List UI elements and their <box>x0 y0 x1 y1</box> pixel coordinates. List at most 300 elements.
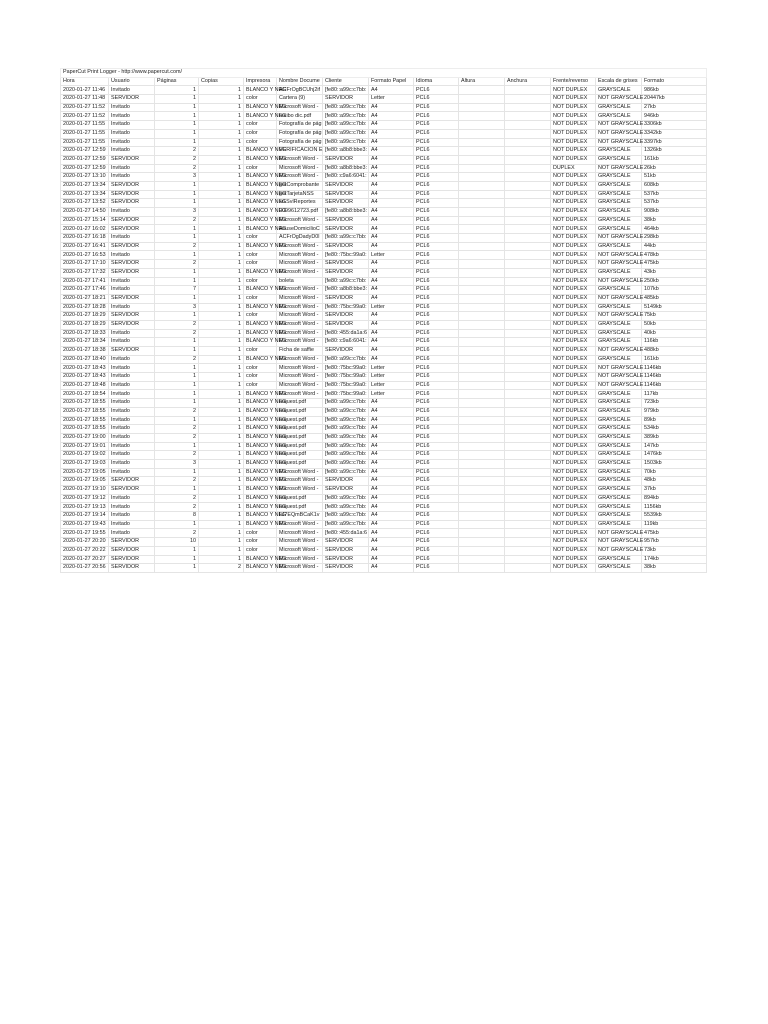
cell-copias: 1 <box>199 512 244 521</box>
table-row <box>61 121 707 130</box>
cell-escala-de-grises: NOT GRAYSCALE <box>596 364 642 373</box>
cell-altura <box>459 459 505 468</box>
table-row <box>61 181 707 190</box>
cell-impresora: BLANCO Y NEG <box>244 399 277 408</box>
cell-frente-reverso: NOT DUPLEX <box>551 503 596 512</box>
cell-idioma: PCL6 <box>414 425 459 434</box>
cell-idioma: PCL6 <box>414 451 459 460</box>
cell-paginas: 1 <box>155 225 199 234</box>
table-row <box>61 564 707 573</box>
cell-frente-reverso: NOT DUPLEX <box>551 442 596 451</box>
cell-usuario: Invitado <box>109 433 155 442</box>
cell-escala-de-grises: NOT GRAYSCALE <box>596 546 642 555</box>
cell-formato-papel: A4 <box>369 216 414 225</box>
cell-frente-reverso: NOT DUPLEX <box>551 173 596 182</box>
cell-formato-papel: A4 <box>369 425 414 434</box>
cell-usuario: SERVIDOR <box>109 199 155 208</box>
cell-altura <box>459 286 505 295</box>
cell-formato-papel: A4 <box>369 112 414 121</box>
cell-hora: 2020-01-27 11:55 <box>61 129 109 138</box>
table-row <box>61 477 707 486</box>
cell-paginas: 1 <box>155 251 199 260</box>
cell-idioma: PCL6 <box>414 538 459 547</box>
cell-escala-de-grises: GRAYSCALE <box>596 208 642 217</box>
cell-nombre-documento: Microsoft Word - <box>277 355 323 364</box>
cell-frente-reverso: NOT DUPLEX <box>551 381 596 390</box>
cell-idioma: PCL6 <box>414 242 459 251</box>
cell-copias: 1 <box>199 121 244 130</box>
cell-formato: 40kb <box>642 329 707 338</box>
cell-cliente: [fe80::a99c:c7bb: <box>323 277 369 286</box>
cell-hora: 2020-01-27 11:46 <box>61 86 109 95</box>
cell-cliente: SERVIDOR <box>323 181 369 190</box>
cell-impresora: color <box>244 138 277 147</box>
cell-nombre-documento: Microsoft Word - <box>277 468 323 477</box>
cell-escala-de-grises: GRAYSCALE <box>596 181 642 190</box>
cell-formato: 1326kb <box>642 147 707 156</box>
cell-frente-reverso: NOT DUPLEX <box>551 251 596 260</box>
cell-cliente: SERVIDOR <box>323 555 369 564</box>
cell-nombre-documento: IiJ7EQmBCaK1v <box>277 512 323 521</box>
cell-nombre-documento: request.pdf <box>277 433 323 442</box>
cell-usuario: Invitado <box>109 407 155 416</box>
cell-formato: 5539kb <box>642 512 707 521</box>
cell-escala-de-grises: NOT GRAYSCALE <box>596 121 642 130</box>
cell-frente-reverso: NOT DUPLEX <box>551 320 596 329</box>
cell-impresora: color <box>244 347 277 356</box>
cell-hora: 2020-01-27 18:43 <box>61 364 109 373</box>
cell-formato-papel: A4 <box>369 355 414 364</box>
cell-copias: 1 <box>199 416 244 425</box>
cell-escala-de-grises: NOT GRAYSCALE <box>596 294 642 303</box>
cell-copias: 1 <box>199 503 244 512</box>
cell-cliente: [fe80::c9a6:6041: <box>323 338 369 347</box>
cell-frente-reverso: NOT DUPLEX <box>551 225 596 234</box>
cell-usuario: SERVIDOR <box>109 546 155 555</box>
cell-usuario: SERVIDOR <box>109 486 155 495</box>
cell-anchura <box>505 95 551 104</box>
cell-frente-reverso: NOT DUPLEX <box>551 425 596 434</box>
cell-idioma: PCL6 <box>414 95 459 104</box>
cell-formato: 894kb <box>642 494 707 503</box>
cell-impresora: BLANCO Y NEG <box>244 451 277 460</box>
cell-idioma: PCL6 <box>414 103 459 112</box>
header-nombre-documento: Nombre Docume <box>277 77 323 86</box>
table-row <box>61 546 707 555</box>
cell-frente-reverso: NOT DUPLEX <box>551 494 596 503</box>
cell-paginas: 1 <box>155 138 199 147</box>
cell-altura <box>459 129 505 138</box>
cell-copias: 1 <box>199 164 244 173</box>
cell-copias: 1 <box>199 555 244 564</box>
cell-anchura <box>505 399 551 408</box>
cell-escala-de-grises: GRAYSCALE <box>596 216 642 225</box>
cell-usuario: Invitado <box>109 512 155 521</box>
cell-hora: 2020-01-27 18:21 <box>61 294 109 303</box>
cell-formato: 51kb <box>642 173 707 182</box>
cell-impresora: color <box>244 364 277 373</box>
cell-usuario: Invitado <box>109 138 155 147</box>
cell-paginas: 1 <box>155 390 199 399</box>
cell-escala-de-grises: GRAYSCALE <box>596 407 642 416</box>
cell-paginas: 1 <box>155 486 199 495</box>
cell-escala-de-grises: NOT GRAYSCALE <box>596 373 642 382</box>
cell-copias: 1 <box>199 208 244 217</box>
cell-altura <box>459 225 505 234</box>
cell-usuario: SERVIDOR <box>109 216 155 225</box>
cell-usuario: SERVIDOR <box>109 181 155 190</box>
cell-nombre-documento: Microsoft Word - <box>277 286 323 295</box>
table-row <box>61 329 707 338</box>
cell-copias: 1 <box>199 216 244 225</box>
table-row <box>61 468 707 477</box>
cell-usuario: Invitado <box>109 364 155 373</box>
cell-idioma: PCL6 <box>414 503 459 512</box>
cell-copias: 1 <box>199 129 244 138</box>
cell-hora: 2020-01-27 19:10 <box>61 486 109 495</box>
cell-altura <box>459 338 505 347</box>
cell-formato: 464kb <box>642 225 707 234</box>
cell-usuario: SERVIDOR <box>109 320 155 329</box>
cell-hora: 2020-01-27 16:53 <box>61 251 109 260</box>
cell-frente-reverso: NOT DUPLEX <box>551 268 596 277</box>
cell-idioma: PCL6 <box>414 138 459 147</box>
cell-nombre-documento: Ficha de saffie <box>277 347 323 356</box>
cell-frente-reverso: NOT DUPLEX <box>551 477 596 486</box>
cell-paginas: 1 <box>155 555 199 564</box>
cell-frente-reverso: NOT DUPLEX <box>551 355 596 364</box>
cell-formato-papel: Letter <box>369 390 414 399</box>
cell-cliente: [fe80::a99c:c7bb: <box>323 86 369 95</box>
cell-usuario: Invitado <box>109 277 155 286</box>
cell-formato-papel: A4 <box>369 486 414 495</box>
cell-paginas: 1 <box>155 347 199 356</box>
cell-formato-papel: A4 <box>369 546 414 555</box>
cell-usuario: Invitado <box>109 503 155 512</box>
cell-copias: 1 <box>199 347 244 356</box>
cell-formato-papel: A4 <box>369 442 414 451</box>
cell-formato: 957kb <box>642 538 707 547</box>
cell-formato-papel: A4 <box>369 555 414 564</box>
cell-hora: 2020-01-27 19:05 <box>61 477 109 486</box>
cell-copias: 1 <box>199 225 244 234</box>
cell-hora: 2020-01-27 19:12 <box>61 494 109 503</box>
cell-cliente: [fe80::a99c:c7bb: <box>323 451 369 460</box>
cell-altura <box>459 164 505 173</box>
cell-formato-papel: A4 <box>369 538 414 547</box>
cell-nombre-documento: Microsoft Word - <box>277 216 323 225</box>
cell-formato: 5149kb <box>642 303 707 312</box>
cell-altura <box>459 468 505 477</box>
cell-cliente: SERVIDOR <box>323 564 369 573</box>
cell-escala-de-grises: GRAYSCALE <box>596 103 642 112</box>
cell-formato: 73kb <box>642 546 707 555</box>
title-row <box>61 69 707 78</box>
cell-paginas: 3 <box>155 303 199 312</box>
cell-nombre-documento: Fotografía de pág <box>277 121 323 130</box>
print-log-sheet <box>60 68 706 573</box>
cell-hora: 2020-01-27 18:55 <box>61 416 109 425</box>
cell-escala-de-grises: GRAYSCALE <box>596 442 642 451</box>
cell-nombre-documento: Microsoft Word - <box>277 555 323 564</box>
cell-nombre-documento: Microsoft Word - <box>277 268 323 277</box>
cell-paginas: 2 <box>155 242 199 251</box>
cell-nombre-documento: request.pdf <box>277 494 323 503</box>
cell-cliente: SERVIDOR <box>323 486 369 495</box>
cell-formato: 1503kb <box>642 459 707 468</box>
cell-nombre-documento: Microsoft Word - <box>277 294 323 303</box>
cell-impresora: BLANCO Y NEG <box>244 181 277 190</box>
cell-escala-de-grises: GRAYSCALE <box>596 242 642 251</box>
cell-paginas: 2 <box>155 155 199 164</box>
cell-paginas: 2 <box>155 260 199 269</box>
cell-formato-papel: A4 <box>369 564 414 573</box>
cell-copias: 1 <box>199 303 244 312</box>
cell-escala-de-grises: GRAYSCALE <box>596 268 642 277</box>
cell-usuario: SERVIDOR <box>109 347 155 356</box>
cell-paginas: 1 <box>155 546 199 555</box>
cell-formato: 20447kb <box>642 95 707 104</box>
cell-altura <box>459 277 505 286</box>
cell-formato: 107kb <box>642 286 707 295</box>
cell-nombre-documento: Microsoft Word - <box>277 520 323 529</box>
cell-hora: 2020-01-27 19:43 <box>61 520 109 529</box>
cell-copias: 1 <box>199 173 244 182</box>
cell-escala-de-grises: GRAYSCALE <box>596 555 642 564</box>
table-row <box>61 129 707 138</box>
cell-paginas: 1 <box>155 190 199 199</box>
cell-impresora: color <box>244 538 277 547</box>
cell-formato: 488kb <box>642 347 707 356</box>
cell-copias: 1 <box>199 477 244 486</box>
cell-usuario: SERVIDOR <box>109 225 155 234</box>
cell-paginas: 2 <box>155 433 199 442</box>
cell-paginas: 1 <box>155 86 199 95</box>
cell-escala-de-grises: GRAYSCALE <box>596 451 642 460</box>
cell-nombre-documento: Microsoft Word - <box>277 173 323 182</box>
cell-hora: 2020-01-27 13:34 <box>61 181 109 190</box>
header-impresora: Impresora <box>244 77 277 86</box>
cell-copias: 1 <box>199 181 244 190</box>
cell-frente-reverso: NOT DUPLEX <box>551 433 596 442</box>
cell-formato: 723kb <box>642 399 707 408</box>
cell-frente-reverso: NOT DUPLEX <box>551 103 596 112</box>
cell-usuario: Invitado <box>109 112 155 121</box>
cell-escala-de-grises: GRAYSCALE <box>596 468 642 477</box>
cell-formato: 70kb <box>642 468 707 477</box>
cell-formato: 26kb <box>642 164 707 173</box>
cell-frente-reverso: NOT DUPLEX <box>551 390 596 399</box>
cell-usuario: Invitado <box>109 451 155 460</box>
cell-usuario: Invitado <box>109 86 155 95</box>
cell-formato-papel: A4 <box>369 347 414 356</box>
cell-usuario: Invitado <box>109 390 155 399</box>
cell-formato: 608kb <box>642 181 707 190</box>
cell-nombre-documento: Microsoft Word - <box>277 242 323 251</box>
cell-impresora: BLANCO Y NEG <box>244 86 277 95</box>
cell-cliente: [fe80::c9a6:6041: <box>323 173 369 182</box>
table-row <box>61 425 707 434</box>
cell-altura <box>459 347 505 356</box>
cell-nombre-documento: request.pdf <box>277 503 323 512</box>
cell-hora: 2020-01-27 20:56 <box>61 564 109 573</box>
cell-cliente: [fe80::75bc:99a0: <box>323 390 369 399</box>
cell-idioma: PCL6 <box>414 512 459 521</box>
cell-paginas: 7 <box>155 286 199 295</box>
cell-paginas: 1 <box>155 373 199 382</box>
header-copias: Copias <box>199 77 244 86</box>
cell-formato-papel: A4 <box>369 320 414 329</box>
cell-escala-de-grises: GRAYSCALE <box>596 199 642 208</box>
cell-paginas: 2 <box>155 329 199 338</box>
cell-nombre-documento: request.pdf <box>277 407 323 416</box>
cell-altura <box>459 208 505 217</box>
cell-cliente: SERVIDOR <box>323 216 369 225</box>
cell-formato-papel: A4 <box>369 190 414 199</box>
cell-nombre-documento: request.pdf <box>277 399 323 408</box>
cell-impresora: color <box>244 294 277 303</box>
cell-impresora: BLANCO Y NEG <box>244 242 277 251</box>
table-row <box>61 242 707 251</box>
cell-impresora: BLANCO Y NEG <box>244 208 277 217</box>
table-row <box>61 338 707 347</box>
cell-escala-de-grises: GRAYSCALE <box>596 390 642 399</box>
cell-nombre-documento: Microsoft Word - <box>277 538 323 547</box>
cell-formato: 537kb <box>642 190 707 199</box>
cell-paginas: 1 <box>155 468 199 477</box>
cell-copias: 1 <box>199 338 244 347</box>
cell-copias: 1 <box>199 190 244 199</box>
cell-paginas: 3 <box>155 459 199 468</box>
cell-altura <box>459 121 505 130</box>
cell-cliente: [fe80::75bc:99a0: <box>323 303 369 312</box>
header-formato: Formato <box>642 77 707 86</box>
cell-nombre-documento: ACFrOgDadyD0l <box>277 234 323 243</box>
cell-usuario: SERVIDOR <box>109 260 155 269</box>
cell-cliente: SERVIDOR <box>323 312 369 321</box>
cell-copias: 1 <box>199 329 244 338</box>
cell-altura <box>459 294 505 303</box>
cell-usuario: SERVIDOR <box>109 312 155 321</box>
cell-idioma: PCL6 <box>414 347 459 356</box>
cell-frente-reverso: NOT DUPLEX <box>551 416 596 425</box>
cell-usuario: Invitado <box>109 208 155 217</box>
cell-impresora: BLANCO Y NEG <box>244 468 277 477</box>
cell-idioma: PCL6 <box>414 442 459 451</box>
cell-copias: 1 <box>199 294 244 303</box>
cell-cliente: [fe80::a99c:c7bb: <box>323 425 369 434</box>
cell-anchura <box>505 338 551 347</box>
cell-idioma: PCL6 <box>414 555 459 564</box>
cell-impresora: BLANCO Y NEG <box>244 503 277 512</box>
cell-idioma: PCL6 <box>414 416 459 425</box>
cell-altura <box>459 355 505 364</box>
table-row <box>61 355 707 364</box>
cell-copias: 1 <box>199 468 244 477</box>
cell-frente-reverso: NOT DUPLEX <box>551 121 596 130</box>
cell-impresora: BLANCO Y NEG <box>244 390 277 399</box>
cell-idioma: PCL6 <box>414 355 459 364</box>
table-row <box>61 190 707 199</box>
cell-hora: 2020-01-27 17:46 <box>61 286 109 295</box>
cell-hora: 2020-01-27 13:34 <box>61 190 109 199</box>
cell-nombre-documento: request.pdf <box>277 425 323 434</box>
cell-copias: 1 <box>199 538 244 547</box>
cell-altura <box>459 503 505 512</box>
cell-anchura <box>505 268 551 277</box>
table-row <box>61 538 707 547</box>
cell-hora: 2020-01-27 12:59 <box>61 155 109 164</box>
cell-idioma: PCL6 <box>414 459 459 468</box>
cell-escala-de-grises: GRAYSCALE <box>596 512 642 521</box>
cell-escala-de-grises: NOT GRAYSCALE <box>596 95 642 104</box>
cell-paginas: 2 <box>155 355 199 364</box>
cell-copias: 1 <box>199 529 244 538</box>
cell-hora: 2020-01-27 18:43 <box>61 373 109 382</box>
cell-anchura <box>505 555 551 564</box>
cell-paginas: 2 <box>155 147 199 156</box>
cell-escala-de-grises: GRAYSCALE <box>596 416 642 425</box>
cell-altura <box>459 199 505 208</box>
cell-formato-papel: A4 <box>369 459 414 468</box>
cell-usuario: Invitado <box>109 442 155 451</box>
cell-paginas: 2 <box>155 320 199 329</box>
cell-idioma: PCL6 <box>414 155 459 164</box>
table-row <box>61 147 707 156</box>
cell-usuario: Invitado <box>109 468 155 477</box>
cell-formato-papel: A4 <box>369 138 414 147</box>
table-row <box>61 373 707 382</box>
cell-anchura <box>505 251 551 260</box>
cell-escala-de-grises: GRAYSCALE <box>596 112 642 121</box>
cell-formato-papel: A4 <box>369 399 414 408</box>
cell-formato: 475kb <box>642 529 707 538</box>
cell-anchura <box>505 546 551 555</box>
cell-formato-papel: A4 <box>369 225 414 234</box>
cell-altura <box>459 451 505 460</box>
cell-frente-reverso: NOT DUPLEX <box>551 546 596 555</box>
cell-hora: 2020-01-27 19:14 <box>61 512 109 521</box>
cell-anchura <box>505 129 551 138</box>
table-row <box>61 138 707 147</box>
cell-frente-reverso: NOT DUPLEX <box>551 512 596 521</box>
table-row <box>61 390 707 399</box>
cell-escala-de-grises: GRAYSCALE <box>596 477 642 486</box>
cell-formato: 48kb <box>642 477 707 486</box>
cell-idioma: PCL6 <box>414 173 459 182</box>
cell-copias: 1 <box>199 320 244 329</box>
cell-idioma: PCL6 <box>414 303 459 312</box>
cell-formato-papel: A4 <box>369 338 414 347</box>
cell-anchura <box>505 538 551 547</box>
cell-formato-papel: A4 <box>369 129 414 138</box>
cell-altura <box>459 520 505 529</box>
cell-impresora: color <box>244 373 277 382</box>
cell-anchura <box>505 199 551 208</box>
cell-altura <box>459 251 505 260</box>
cell-escala-de-grises: GRAYSCALE <box>596 303 642 312</box>
cell-idioma: PCL6 <box>414 208 459 217</box>
cell-nombre-documento: Microsoft Word - <box>277 529 323 538</box>
cell-paginas: 2 <box>155 425 199 434</box>
table-row <box>61 459 707 468</box>
cell-formato-papel: A4 <box>369 103 414 112</box>
cell-impresora: color <box>244 234 277 243</box>
cell-impresora: color <box>244 529 277 538</box>
cell-anchura <box>505 416 551 425</box>
cell-cliente: SERVIDOR <box>323 347 369 356</box>
table-row <box>61 95 707 104</box>
